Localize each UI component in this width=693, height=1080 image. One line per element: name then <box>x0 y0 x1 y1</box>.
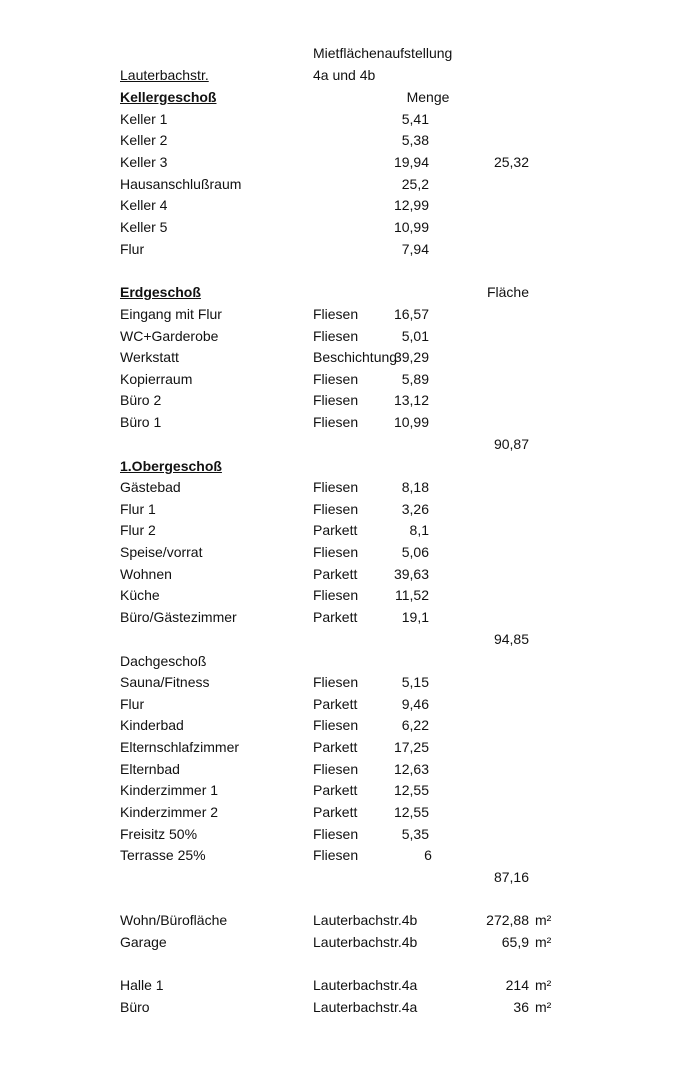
document-title: Mietflächenaufstellung <box>313 45 453 61</box>
room-name: Werkstatt <box>120 349 179 365</box>
summary-unit: m² <box>535 912 552 928</box>
room-quantity: 5,89 <box>401 371 429 387</box>
room-quantity: 10,99 <box>393 414 429 430</box>
summary-value: 214 <box>505 977 529 993</box>
floor-type: Fliesen <box>313 717 359 733</box>
floor-type: Fliesen <box>313 306 359 322</box>
room-quantity: 5,35 <box>401 826 429 842</box>
summary-unit: m² <box>535 977 552 993</box>
room-name: Kinderzimmer 1 <box>120 782 219 798</box>
room-quantity: 5,01 <box>401 328 429 344</box>
summary-unit: m² <box>535 934 552 950</box>
room-quantity: 8,1 <box>409 522 429 538</box>
room-quantity: 39,29 <box>393 349 429 365</box>
room-name: Sauna/Fitness <box>120 674 210 690</box>
room-name: Büro 2 <box>120 392 162 408</box>
room-name: Flur <box>120 241 145 257</box>
room-quantity: 39,63 <box>393 566 429 582</box>
floor-type: Fliesen <box>313 544 359 560</box>
floor-type: Parkett <box>313 566 358 582</box>
room-quantity: 11,52 <box>395 587 429 603</box>
address-label: Lauterbachstr. <box>120 67 209 83</box>
room-quantity: 17,25 <box>393 739 429 755</box>
summary-value: 272,88 <box>486 912 529 928</box>
section-heading-erdgeschoss: Erdgeschoß <box>120 284 201 300</box>
room-quantity: 5,38 <box>401 132 429 148</box>
floor-type: Parkett <box>313 609 358 625</box>
room-quantity: 6,22 <box>401 717 429 733</box>
floor-type: Fliesen <box>313 414 359 430</box>
room-name: Flur 1 <box>120 501 156 517</box>
floor-type: Beschichtung <box>313 349 398 365</box>
floor-type: Fliesen <box>313 371 359 387</box>
room-quantity: 19,1 <box>401 609 429 625</box>
summary-unit: m² <box>535 999 552 1015</box>
room-quantity: 12,55 <box>393 804 429 820</box>
summary-address: Lauterbachstr.4b <box>313 934 418 950</box>
summary-value: 65,9 <box>501 934 529 950</box>
room-quantity: 12,63 <box>393 761 429 777</box>
room-name: Wohnen <box>120 566 172 582</box>
room-name: Keller 2 <box>120 132 168 148</box>
floor-type: Parkett <box>313 522 358 538</box>
floor-type: Parkett <box>313 696 358 712</box>
room-name: Büro/Gästezimmer <box>120 609 237 625</box>
section-total-obergeschoss: 94,85 <box>493 631 529 647</box>
room-name: Gästebad <box>120 479 181 495</box>
room-name: Flur 2 <box>120 522 156 538</box>
room-name: Küche <box>120 587 160 603</box>
section-total-erdgeschoss: 90,87 <box>493 436 529 452</box>
room-name: Terrasse 25% <box>120 847 206 863</box>
section-total-keller: 25,32 <box>493 154 529 170</box>
room-name: Speise/vorrat <box>120 544 203 560</box>
room-quantity: 13,12 <box>393 392 429 408</box>
room-name: Elternschlafzimmer <box>120 739 240 755</box>
column-label-menge: Menge <box>406 89 450 105</box>
room-name: Freisitz 50% <box>120 826 198 842</box>
section-heading-obergeschoss: 1.Obergeschoß <box>120 458 222 474</box>
room-name: Keller 5 <box>120 219 168 235</box>
room-name: WC+Garderobe <box>120 328 219 344</box>
floor-type: Fliesen <box>313 392 359 408</box>
room-name: Elternbad <box>120 761 180 777</box>
room-quantity: 19,94 <box>393 154 429 170</box>
section-heading-keller: Kellergeschoß <box>120 89 217 105</box>
room-quantity: 5,41 <box>401 111 429 127</box>
room-quantity: 9,46 <box>401 696 429 712</box>
summary-name: Wohn/Bürofläche <box>120 912 228 928</box>
floor-type: Fliesen <box>313 501 359 517</box>
summary-address: Lauterbachstr.4a <box>313 999 418 1015</box>
floor-type: Fliesen <box>313 826 359 842</box>
room-quantity: 12,99 <box>393 197 429 213</box>
summary-name: Halle 1 <box>120 977 164 993</box>
summary-address: Lauterbachstr.4a <box>313 977 418 993</box>
room-name: Keller 3 <box>120 154 168 170</box>
section-total-dachgeschoss: 87,16 <box>493 869 529 885</box>
floor-type: Fliesen <box>313 587 359 603</box>
floor-type: Fliesen <box>313 761 359 777</box>
floor-type: Fliesen <box>313 674 359 690</box>
floor-type: Fliesen <box>313 847 359 863</box>
room-quantity: 16,57 <box>393 306 429 322</box>
room-quantity: 8,18 <box>401 479 429 495</box>
room-name: Büro 1 <box>120 414 162 430</box>
room-name: Kinderbad <box>120 717 184 733</box>
summary-value: 36 <box>513 999 529 1015</box>
room-name: Keller 1 <box>120 111 168 127</box>
room-name: Eingang mit Flur <box>120 306 222 322</box>
section-heading-dachgeschoss: Dachgeschoß <box>120 653 207 669</box>
room-quantity: 10,99 <box>393 219 429 235</box>
room-quantity: 12,55 <box>393 782 429 798</box>
floor-type: Fliesen <box>313 328 359 344</box>
room-quantity: 5,15 <box>401 674 429 690</box>
room-quantity: 3,26 <box>401 501 429 517</box>
room-quantity: 7,94 <box>401 241 429 257</box>
summary-address: Lauterbachstr.4b <box>313 912 418 928</box>
summary-name: Büro <box>120 999 150 1015</box>
room-name: Hausanschlußraum <box>120 176 242 192</box>
room-name: Keller 4 <box>120 197 168 213</box>
floor-type: Parkett <box>313 782 358 798</box>
room-quantity: 25,2 <box>401 176 429 192</box>
floor-type: Fliesen <box>313 479 359 495</box>
room-name: Kopierraum <box>120 371 193 387</box>
address-numbers: 4a und 4b <box>313 67 376 83</box>
room-quantity: 6 <box>424 847 432 863</box>
room-name: Kinderzimmer 2 <box>120 804 219 820</box>
room-quantity: 5,06 <box>401 544 429 560</box>
floor-type: Parkett <box>313 804 358 820</box>
floor-type: Parkett <box>313 739 358 755</box>
room-name: Flur <box>120 696 145 712</box>
summary-name: Garage <box>120 934 167 950</box>
column-label-flaeche: Fläche <box>486 284 529 300</box>
